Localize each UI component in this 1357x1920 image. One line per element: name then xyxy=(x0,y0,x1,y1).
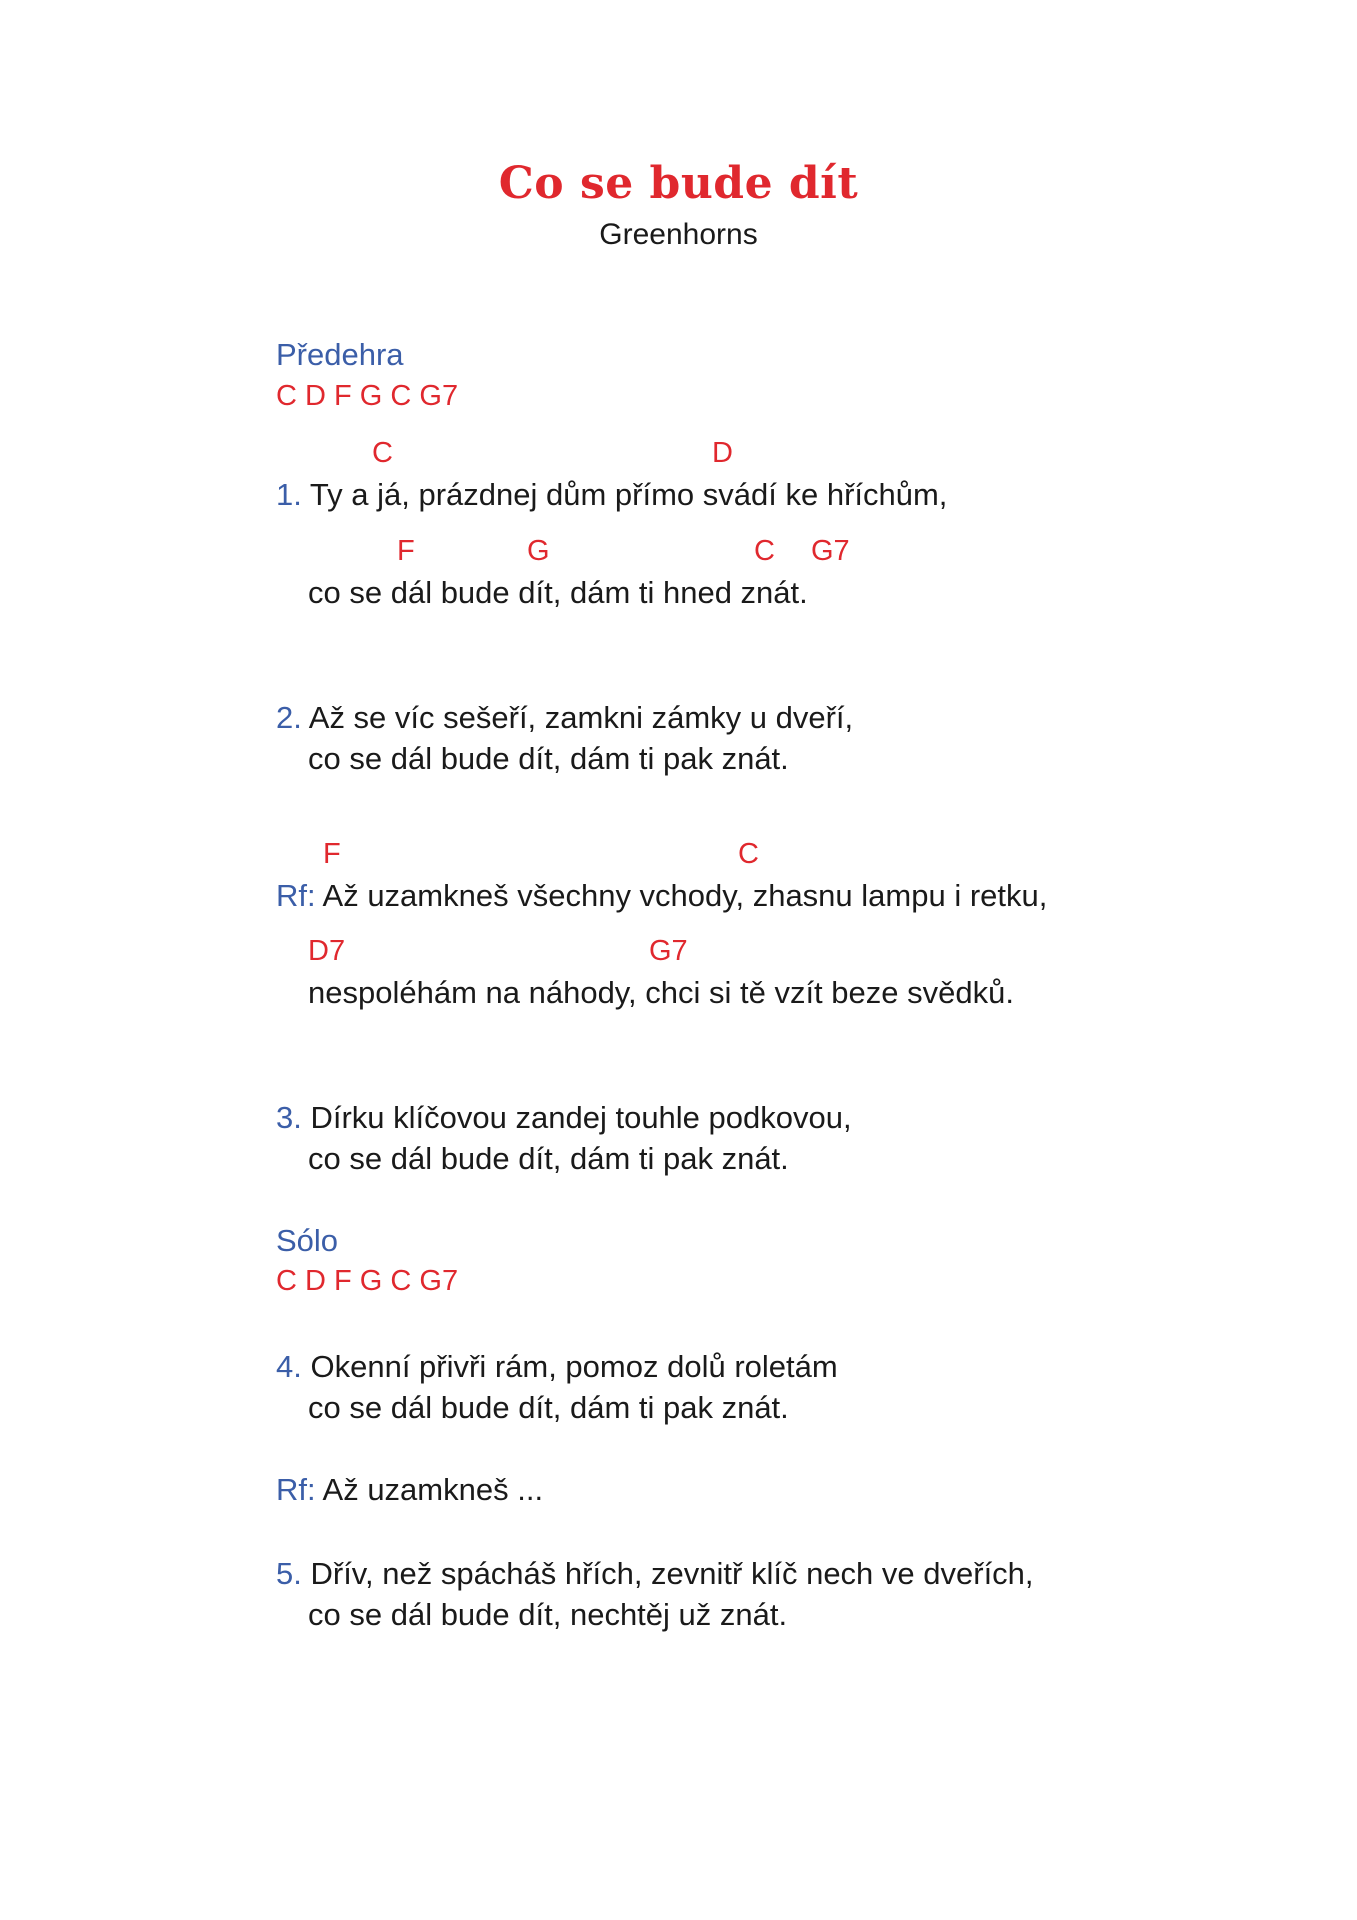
verse4-line2: co se dál bude dít, dám ti pak znát. xyxy=(308,1390,789,1425)
verse5-line2: co se dál bude dít, nechtěj už znát. xyxy=(308,1597,788,1632)
refrain-repeat xyxy=(276,1472,543,1508)
refrain-line1 xyxy=(276,878,1047,914)
verse5-line1 xyxy=(276,1556,1034,1592)
chord: F xyxy=(323,838,341,870)
chord: F xyxy=(397,535,415,567)
solo-chords: C D F G C G7 xyxy=(276,1265,459,1297)
refrain-label: Rf: xyxy=(276,1472,316,1507)
verse-number: 5. xyxy=(276,1556,302,1591)
predehra-chords: C D F G C G7 xyxy=(276,380,459,412)
chord: G7 xyxy=(649,935,688,967)
verse-number: 3. xyxy=(276,1100,302,1135)
lyric-text: Až uzamkneš všechny vchody, zhasnu lampu i retku, xyxy=(322,878,1048,913)
lyric-text: Ty a já, prázdnej dům přímo svádí ke hříchům, xyxy=(309,477,948,512)
verse4-line1 xyxy=(276,1349,838,1385)
refrain-line2: nespoléhám na náhody, chci si tě vzít beze svědků. xyxy=(308,975,1014,1010)
verse-number: 4. xyxy=(276,1349,302,1384)
verse2-line1 xyxy=(276,700,853,736)
solo-label: Sólo xyxy=(276,1223,339,1258)
chord: C xyxy=(754,535,775,567)
verse1-line1 xyxy=(276,477,947,513)
predehra-label: Předehra xyxy=(276,337,404,372)
verse2-line2: co se dál bude dít, dám ti pak znát. xyxy=(308,741,789,776)
lyric-text: Dírku klíčovou zandej touhle podkovou, xyxy=(310,1100,852,1135)
verse3-line1 xyxy=(276,1100,852,1136)
song-title: Co se bude dít xyxy=(498,158,859,209)
verse-number: 2. xyxy=(276,700,302,735)
chord: C xyxy=(738,838,759,870)
chord: D xyxy=(712,437,733,469)
lyric-text: Až uzamkneš ... xyxy=(322,1472,544,1507)
verse1-line2: co se dál bude dít, dám ti hned znát. xyxy=(308,575,808,610)
chord: D7 xyxy=(308,935,346,967)
verse-number: 1. xyxy=(276,477,302,512)
refrain-label: Rf: xyxy=(276,878,316,913)
lyric-text: Dřív, než spácháš hřích, zevnitř klíč nech ve dveřích, xyxy=(310,1556,1034,1591)
verse3-line2: co se dál bude dít, dám ti pak znát. xyxy=(308,1141,789,1176)
song-artist: Greenhorns xyxy=(599,218,758,251)
chord: C xyxy=(372,437,393,469)
chord: G7 xyxy=(811,535,850,567)
chord: G xyxy=(527,535,550,567)
lyric-text: Až se víc sešeří, zamkni zámky u dveří, xyxy=(308,700,854,735)
lyric-text: Okenní přivři rám, pomoz dolů roletám xyxy=(310,1349,838,1384)
